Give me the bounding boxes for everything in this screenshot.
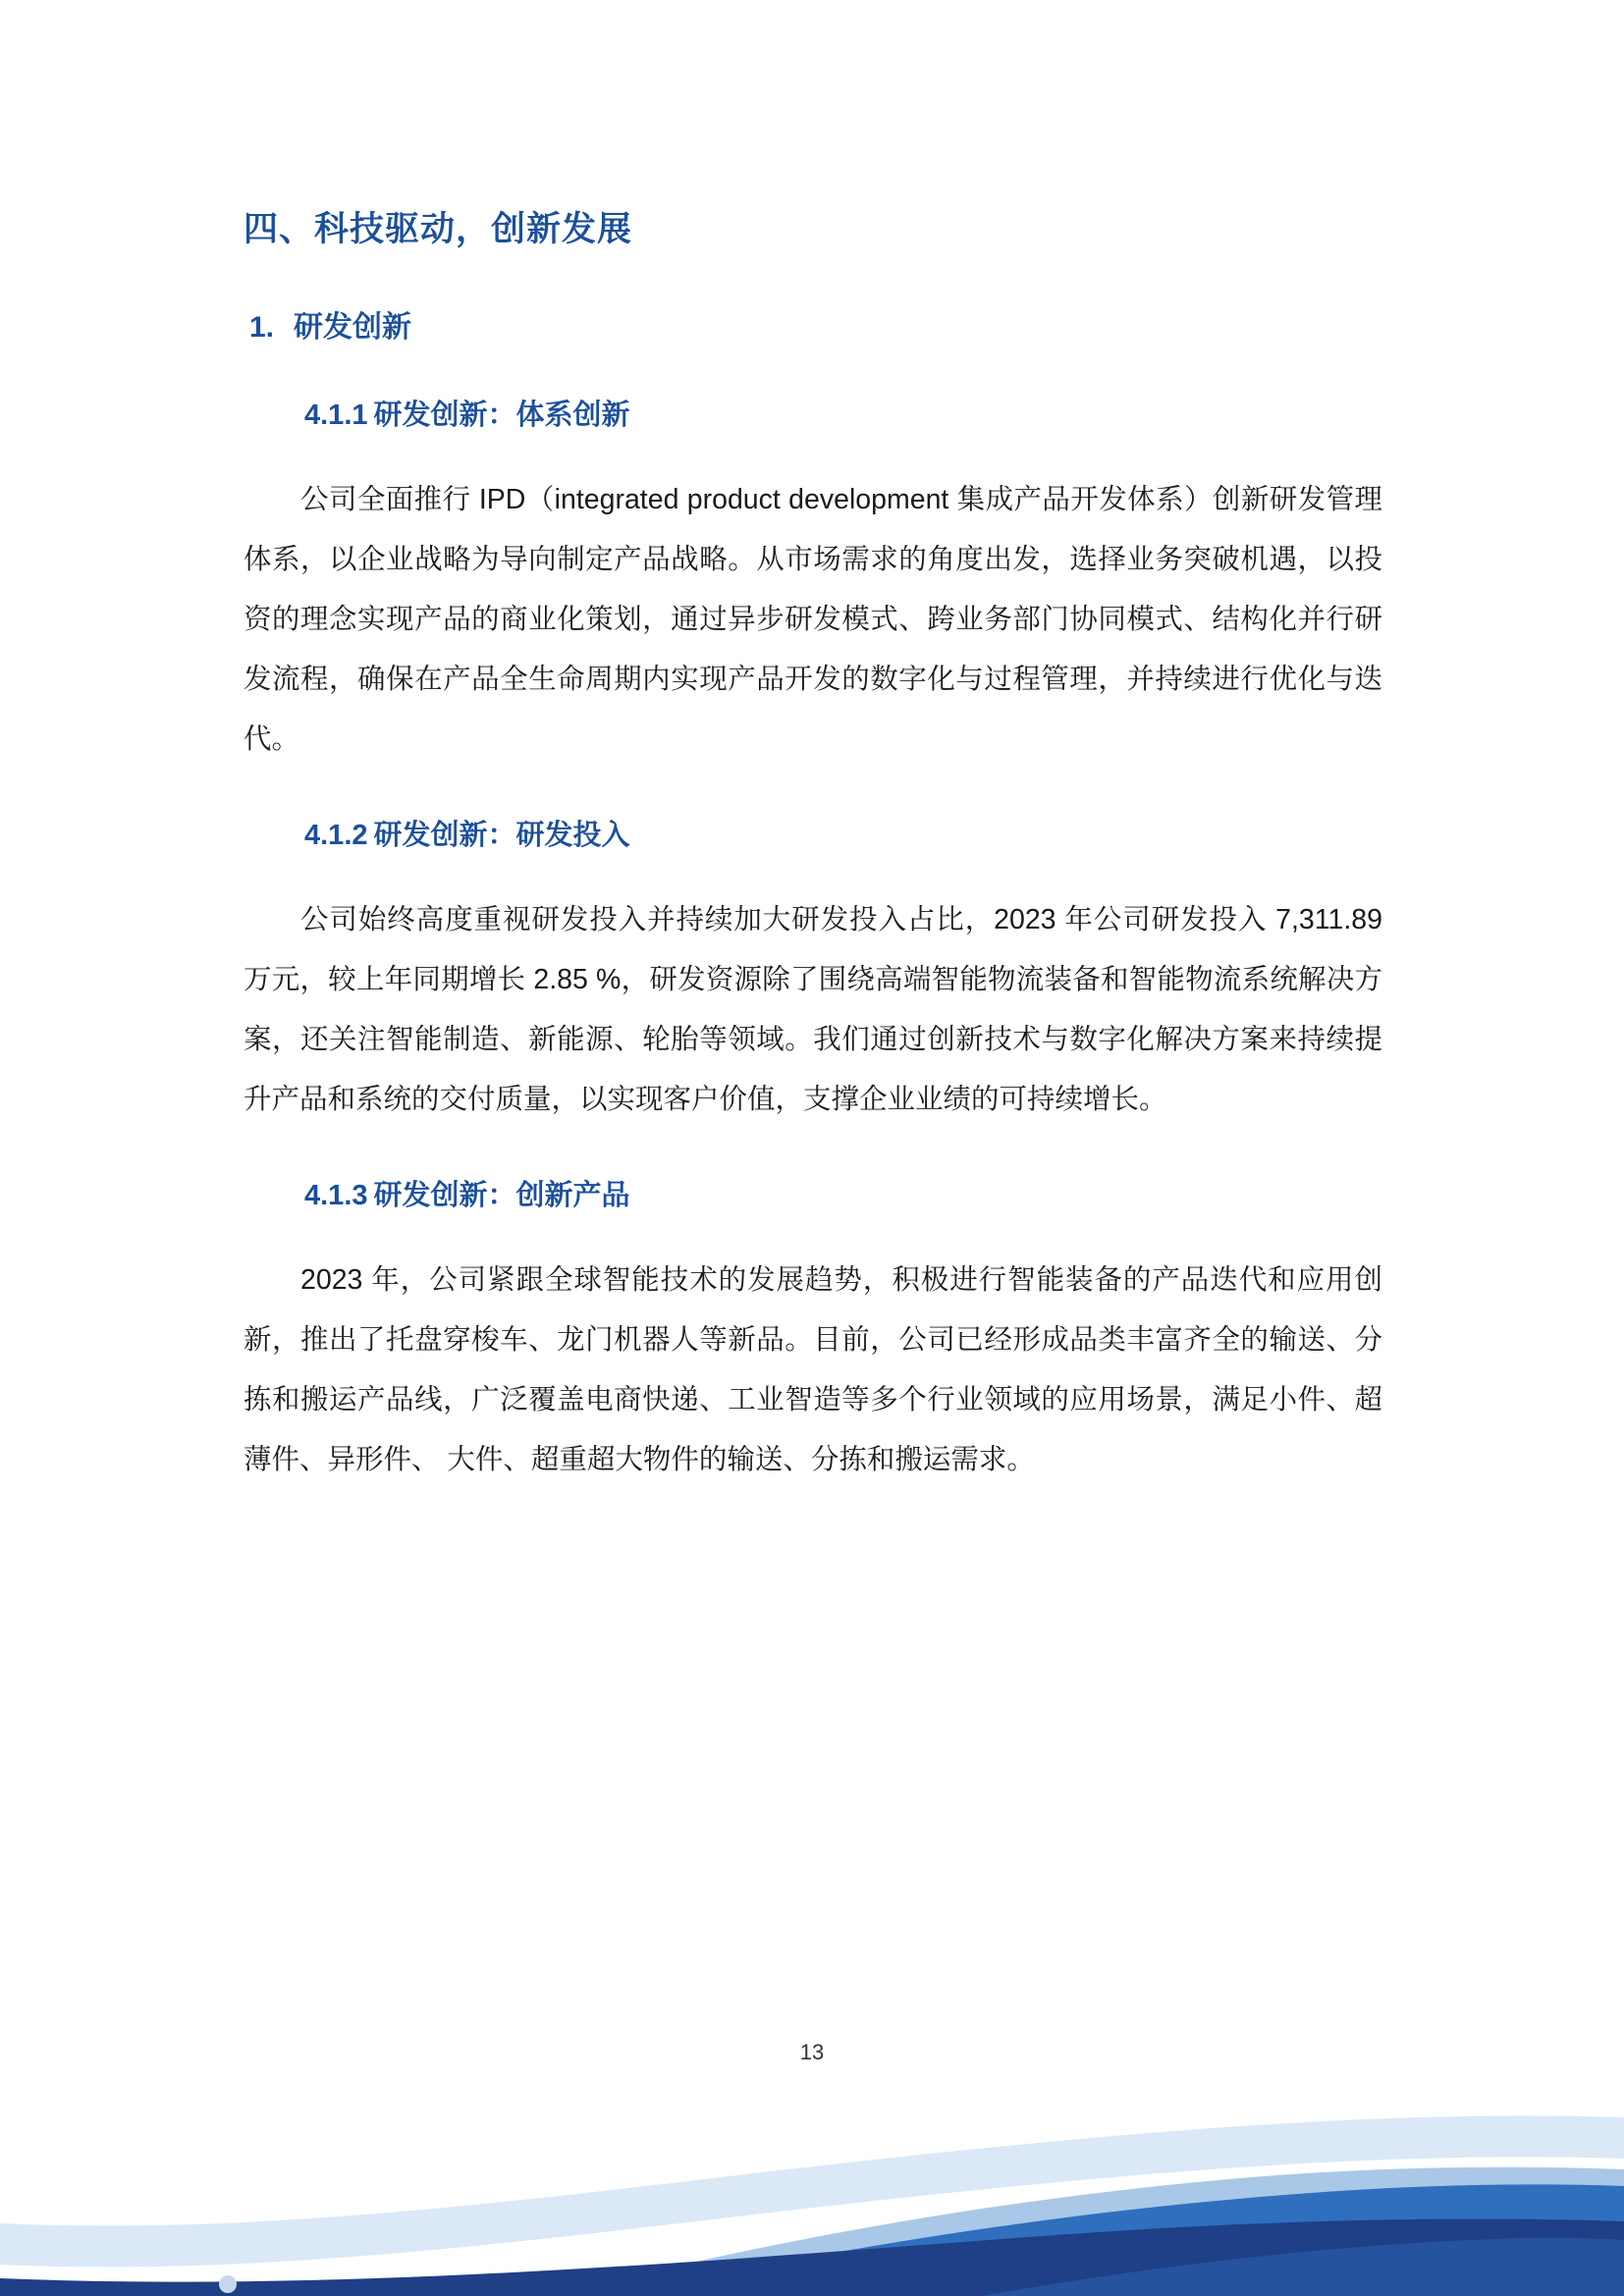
subheading-412-number: 4.1.2 bbox=[304, 820, 368, 851]
subheading-412-text: 研发创新：研发投入 bbox=[373, 820, 630, 851]
subsection-label: 研发创新 bbox=[294, 311, 412, 344]
page-number: 13 bbox=[799, 2040, 825, 2064]
page-content bbox=[244, 202, 1382, 1490]
subheading-412 bbox=[244, 813, 1382, 853]
section-heading: 四、科技驱动，创新发展 bbox=[244, 210, 633, 248]
footer-decoration bbox=[0, 2041, 1624, 2296]
subheading-413 bbox=[244, 1173, 1382, 1213]
subheading-411-text: 研发创新：体系创新 bbox=[373, 400, 630, 431]
paragraph-411: 公司全面推行 IPD（integrated product development 集成产品开发体系）创新研发管理体系，以企业战略为导向制定产品战略。从市场需求的角度出发，选择业务突破机遇，以投资的理念实现产品的商业化策划，通过异步研发模式、跨业务部门协同模式、结构化并行研发流程，确保在产品全生命周期内实现产品开发的数字化与过程管理，并持续进行优化与迭代。 bbox=[244, 484, 1382, 755]
paragraph-413: 2023 年，公司紧跟全球智能技术的发展趋势，积极进行智能装备的产品迭代和应用创新，推出了托盘穿梭车、龙门机器人等新品。目前，公司已经形成品类丰富齐全的输送、分拣和搬运产品线，广泛覆盖电商快递、工业智造等多个行业领域的应用场景，满足小件、超薄件、异形件、 大件、超重超大物件的输送、分拣和搬运需求。 bbox=[244, 1264, 1382, 1475]
subheading-413-text: 研发创新：创新产品 bbox=[373, 1180, 630, 1211]
subheading-413-number: 4.1.3 bbox=[304, 1180, 368, 1211]
subsection-number: 1. bbox=[249, 311, 275, 344]
subsection-heading bbox=[244, 302, 1382, 346]
paragraph-412: 公司始终高度重视研发投入并持续加大研发投入占比，2023 年公司研发投入 7,311.89 万元，较上年同期增长 2.85 %，研发资源除了围绕高端智能物流装备和智能物流系统解决方案，还关注智能制造、新能源、轮胎等领域。我们通过创新技术与数字化解决方案来持续提升产品和系统的交付质量，以实现客户价值，支撑企业业绩的可持续增长。 bbox=[244, 904, 1382, 1115]
subheading-411 bbox=[244, 393, 1382, 433]
subheading-411-number: 4.1.1 bbox=[304, 400, 368, 431]
